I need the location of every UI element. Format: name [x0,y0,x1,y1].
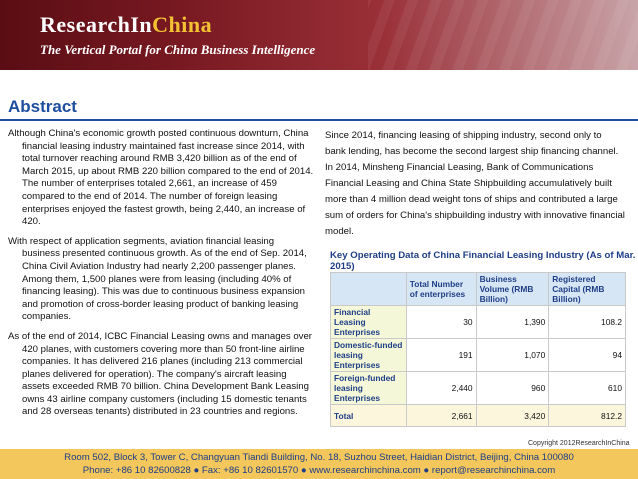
table-header-cell: Total Number of enterprises [406,273,476,306]
copyright-notice: Copyright 2012ResearchInChina [528,440,630,447]
table-cell: 1,070 [476,339,549,372]
row-label: Foreign-funded leasing Enterprises [331,372,407,405]
table-cell: 960 [476,372,549,405]
table-header-row [331,273,626,306]
left-column [8,128,314,441]
table-cell: 1,390 [476,306,549,339]
section-heading: Abstract [8,97,77,116]
table-cell: 610 [549,372,626,405]
paragraph-aviation: With respect of application segments, aviation financial leasing business presented continuous growth. As of the end of Sep. 2014, China Civil Aviation Industry had nearly 2,200 passenger planes. Among them, 1,500 planes were from leasing (including 40% of financing leasing). This was due to continuous business expansion and promotion of cross-border leasing product of banking leasing companies. [8,235,307,323]
table-cell: 108.2 [549,306,626,339]
table-row [331,339,626,372]
table-header-cell: Business Volume (RMB Billion) [476,273,549,306]
header-banner [0,0,638,70]
table-cell: 30 [406,306,476,339]
paragraph-icbc: As of the end of 2014, ICBC Financial Leasing owns and manages over 420 planes, with customers covering more than 50 front-line airline companies. It has delivered 216 planes (including 213 commercial planes delivered for operation). The company's aircraft leasing assets exceeded RMB 70 billion. China Development Bank Leasing owns 43 airline company customers (including 15 domestic tenants and 28 overseas tenants) distributed in 23 countries and regions. [8,330,312,418]
banner-tagline: The Vertical Portal for China Business Intelligence [40,42,316,57]
table-cell: 191 [406,339,476,372]
right-column [325,128,625,240]
paragraph-shipping: Since 2014, financing leasing of shipping industry, second only to bank lending, has become the second largest ship financing channel. In 2014, Minsheng Financial Leasing, Bank of Communications Financial Leasing and China State Shipbuilding accumulatively built more than 4 million dead weight tons of ships and contributed a large sum of orders for China's shipbuilding industry with innovative financial model. [325,130,625,237]
table-row [331,306,626,339]
table-cell: 3,420 [476,405,549,427]
row-label: Domestic-funded leasing Enterprises [331,339,407,372]
footer-address: Room 502, Block 3, Tower C, Changyuan Tiandi Building, No. 18, Suzhou Street, Haidian District, Beijing, China 100080 [64,452,574,463]
operating-data-table [330,272,626,427]
footer-contacts[interactable]: Phone: +86 10 82600828 ● Fax: +86 10 82601570 ● www.researchinchina.com ● report@researchinchina.com [82,465,556,476]
paragraph-growth: Although China's economic growth posted continuous downturn, China financial leasing industry maintained fast increase since 2014, with total turnover reaching around RMB 3,420 billion as of the end of March 2015, up about RMB 220 billion compared to the end of 2014. The number of enterprises totaled 2,661, an increase of 459 compared to the end of 2014. The number of foreign leasing enterprises enjoyed the fastest growth, being 2,440, an increase of 420. [8,128,314,228]
table-cell: 812.2 [549,405,626,427]
heading-divider [0,119,638,121]
table-cell: 2,440 [406,372,476,405]
table-row [331,372,626,405]
row-label: Financial Leasing Enterprises [331,306,407,339]
table-title: Key Operating Data of China Financial Leasing Industry (As of Mar. 2015) [330,250,636,272]
researchinchina-logo[interactable]: ResearchInChina [40,12,213,37]
contact-footer [0,449,638,479]
banner-decoration [368,0,638,70]
table-cell: 94 [549,339,626,372]
row-label: Total [331,405,407,427]
table-cell: 2,661 [406,405,476,427]
table-header-cell: Registered Capital (RMB Billion) [549,273,626,306]
table-total-row [331,405,626,427]
table-header-cell [331,273,407,306]
